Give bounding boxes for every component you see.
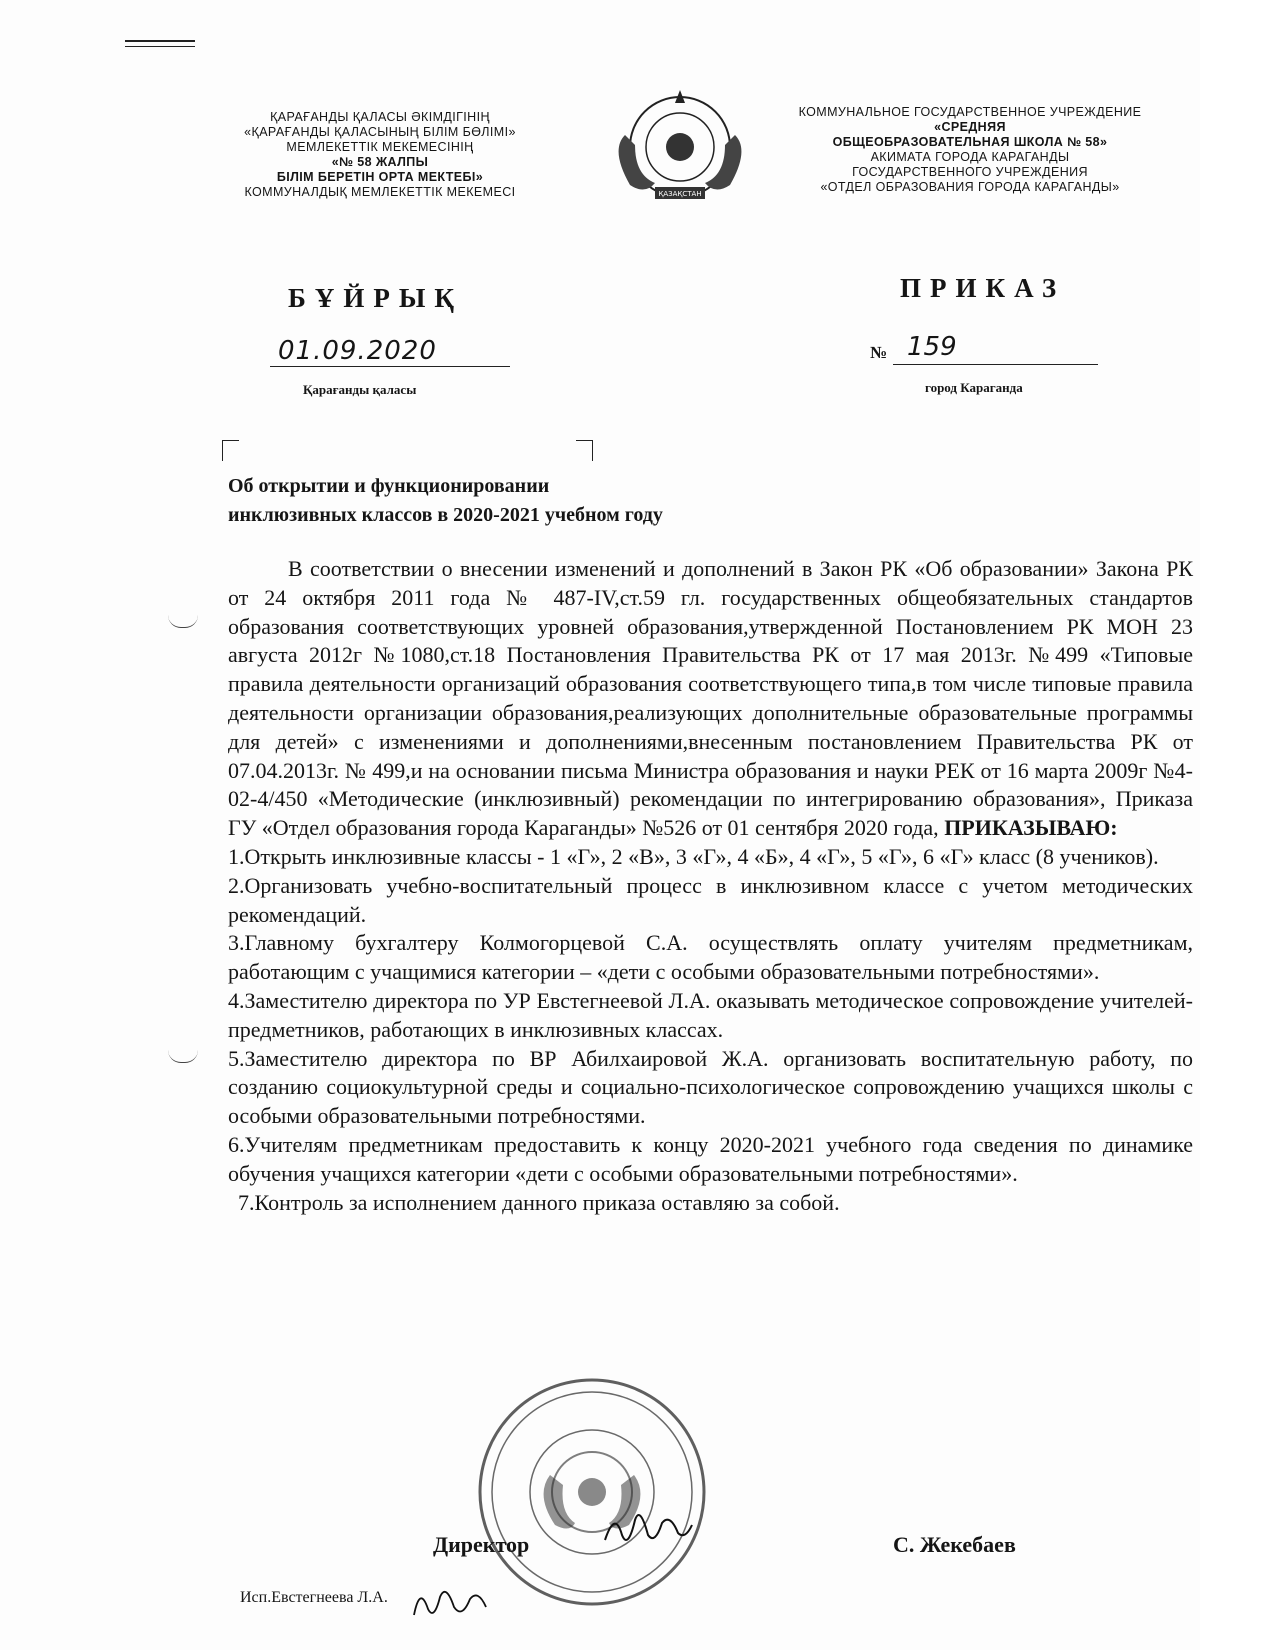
subject-corner-left (222, 440, 239, 461)
header-ru-line: КОММУНАЛЬНОЕ ГОСУДАРСТВЕННОЕ УЧРЕЖДЕНИЕ (798, 105, 1142, 119)
state-emblem (605, 85, 755, 210)
executor-signature (410, 1577, 490, 1622)
order-item: 5.Заместителю директора по ВР Абилхаировой Ж.А. организовать воспитательную работу, по созданию социокультурной среды и социально-психологическое сопровождению учащихся школы с особыми образовательными потребностями. (228, 1045, 1193, 1129)
header-kz-line: БІЛІМ БЕРЕТІН ОРТА МЕКТЕБІ» (276, 170, 484, 184)
order-date: 01.09.2020 (278, 336, 437, 366)
header-kazakh (215, 110, 545, 200)
header-ru-line: ГОСУДАРСТВЕННОГО УЧРЕЖДЕНИЯ (852, 165, 1088, 179)
subject-line: Об открытии и функционировании (228, 475, 550, 497)
header-russian (790, 105, 1150, 195)
order-subject (228, 472, 663, 530)
order-item: 6.Учителям предметникам предоставить к концу 2020-2021 учебного года сведения по динамике обучения учащихся категории «дети с особыми образовательными потребностями». (228, 1131, 1193, 1186)
order-number: 159 (907, 332, 957, 362)
corner-mark (125, 40, 195, 47)
order-body (228, 555, 1193, 1217)
document-title-kz: БҰЙРЫҚ (288, 283, 463, 313)
header-kz-line: КОММУНАЛДЫҚ МЕМЛЕКЕТТІК МЕКЕМЕСІ (244, 185, 516, 199)
header-ru-line: АКИМАТА ГОРОДА КАРАГАНДЫ (870, 150, 1070, 164)
order-word: ПРИКАЗЫВАЮ: (944, 815, 1118, 841)
header-kz-line: МЕМЛЕКЕТТІК МЕКЕМЕСІНІҢ (286, 140, 474, 154)
date-field (270, 338, 510, 367)
header-kz-line: ҚАРАҒАНДЫ ҚАЛАСЫ ӘКІМДІГІНІҢ (270, 110, 490, 124)
official-seal (475, 1375, 710, 1610)
order-item: 3.Главному бухгалтеру Колмогорцевой С.А. осуществлять оплату учителям предметникам, работающим с учащимися категории – «дети с особыми образовательными потребностями». (228, 930, 1193, 985)
header-kz-line: «ҚАРАҒАНДЫ ҚАЛАСЫНЫҢ БІЛІМ БӨЛІМІ» (244, 125, 516, 139)
subject-corner-right (576, 440, 593, 461)
order-item: 2.Организовать учебно-воспитательный процесс в инклюзивном классе с учетом методических рекомендаций. (228, 872, 1193, 927)
document-title-ru: ПРИКАЗ (900, 273, 1066, 303)
city-ru: город Караганда (925, 380, 1023, 395)
order-item: 7.Контроль за исполнением данного приказа оставляю за собой. (238, 1189, 840, 1215)
header-ru-line: ОБЩЕОБРАЗОВАТЕЛЬНАЯ ШКОЛА № 58» (832, 135, 1108, 149)
number-label: № (870, 343, 888, 362)
director-signature (600, 1505, 695, 1550)
signatory-title: Директор (433, 1532, 530, 1557)
preamble-text: В соответствии о внесении изменений и дополнений в Закон РК «Об образовании» Закона РК от 24 октября 2011 года № 487-IV,ст.59 гл. государственных общеобязательных стандартов образования соответствующих уровней образования,утвержденной Постановлением РК МОН 23 августа 2012г №1080,ст.18 Постановления Правительства РК от 17 мая 2013г. №499 «Типовые правила деятельности организаций образования соответствующего типа,в том числе типовые правила деятельности организации образования,реализующих дополнительные образовательные программы для детей» с изменениями и дополнениями,внесенным постановлением Правительства РК от 07.04.2013г. № 499,и на основании письма Министра образования и науки РЕК от 16 марта 2009г №4-02-4/450 «Методические (инклюзивный) рекомендации по интегрированию образования», Приказа ГУ «Отдел образования города Караганды» №526 от 01 сентября 2020 года, (228, 556, 1193, 841)
header-kz-line: «№ 58 ЖАЛПЫ (331, 155, 429, 169)
header-ru-line: «ОТДЕЛ ОБРАЗОВАНИЯ ГОРОДА КАРАГАНДЫ» (820, 180, 1120, 194)
order-item: 4.Заместителю директора по УР Евстегнеевой Л.А. оказывать методическое сопровождение учителей-предметников, работающих в инклюзивных классах. (228, 987, 1193, 1042)
signatory-name: С. Жекебаев (893, 1532, 1016, 1557)
subject-line: инклюзивных классов в 2020-2021 учебном году (228, 504, 663, 526)
city-kz: Қарағанды қаласы (303, 382, 417, 397)
number-field (893, 332, 1098, 365)
order-item: 1.Открыть инклюзивные классы - 1 «Г», 2 «В», 3 «Г», 4 «Б», 4 «Г», 5 «Г», 6 «Г» класс (8 учеников). (228, 843, 1159, 869)
preamble-paragraph (228, 555, 1193, 843)
executor-note: Исп.Евстегнеева Л.А. (240, 1589, 388, 1606)
header-ru-line: «СРЕДНЯЯ (934, 120, 1006, 134)
emblem-label: ҚАЗАҚСТАН (658, 190, 702, 198)
